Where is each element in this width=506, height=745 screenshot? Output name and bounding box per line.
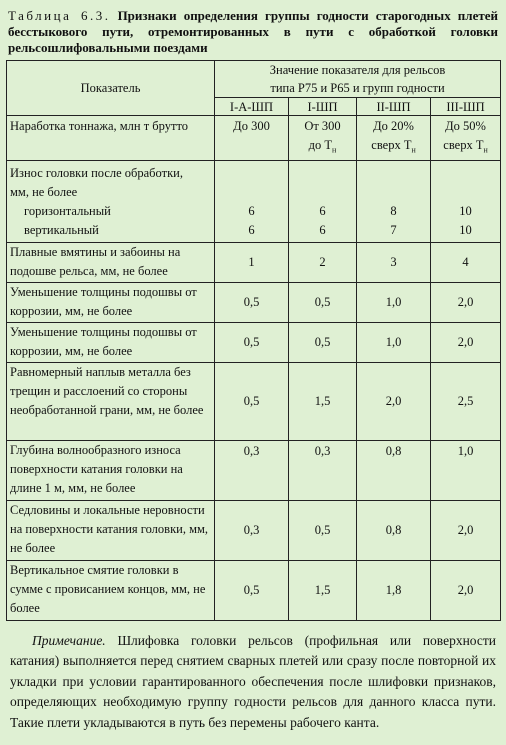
cell-text: сверх Т — [371, 138, 412, 152]
cell: 2 — [289, 242, 357, 282]
table-row — [7, 500, 501, 560]
cell: 2,0 — [357, 362, 431, 440]
cell: 0,3 — [215, 500, 289, 560]
cell — [357, 116, 431, 161]
header-group-line1: Значение показателя для рельсов — [269, 63, 446, 77]
table-row — [7, 362, 501, 440]
cell: 1,5 — [289, 560, 357, 620]
cell-subscript: н — [483, 145, 488, 155]
row-name: Уменьшение толщины подошвы от коррозии, мм, не более — [7, 282, 215, 322]
cell-value: 10 — [459, 203, 472, 218]
cell: До 300 — [215, 116, 289, 161]
cell: 0,3 — [289, 440, 357, 500]
cell: 2,0 — [431, 560, 501, 620]
header-col-1: I-А-ШП — [215, 98, 289, 116]
header-col-4: III-ШП — [431, 98, 501, 116]
cell — [289, 116, 357, 161]
note-text: Шлифовка головки рельсов (профильная или поверхности катания) выполняется перед снятием сварных плетей или сразу после повторной их укладки при условии гарантированного обеспечения после шлифовки признаков, определяющих необходимую группу годности рельсов для данного класса пути. Такие плети укладываются в путь без перемены рабочего канта. — [10, 632, 497, 730]
cell: 1,0 — [357, 322, 431, 362]
cell — [431, 116, 501, 161]
row-name — [7, 160, 215, 242]
table-row — [7, 116, 501, 161]
cell: 0,3 — [215, 440, 289, 500]
table-number: Таблица 6.3. — [8, 8, 111, 23]
table-note — [10, 631, 496, 734]
table-caption — [8, 8, 498, 56]
row-name-line: Износ головки после обработки, — [10, 165, 183, 180]
table-row — [7, 560, 501, 620]
cell: 1,8 — [357, 560, 431, 620]
cell: 2,0 — [431, 500, 501, 560]
header-col-3: II-ШП — [357, 98, 431, 116]
cell: 2,0 — [431, 282, 501, 322]
cell-line: До 20% — [373, 119, 414, 133]
row-subname-horizontal: горизонтальный — [24, 203, 111, 218]
cell-value: 10 — [459, 222, 472, 237]
cell — [357, 160, 431, 242]
cell: 1,0 — [431, 440, 501, 500]
cell-line: От 300 — [304, 119, 341, 133]
cell — [215, 160, 289, 242]
header-group — [215, 61, 501, 98]
row-subname-vertical: вертикальный — [24, 222, 99, 237]
cell: 0,5 — [289, 282, 357, 322]
row-name-line: мм, не более — [10, 184, 78, 199]
cell-value: 6 — [248, 222, 255, 237]
row-name: Уменьшение толщины подошвы от коррозии, мм, не более — [7, 322, 215, 362]
header-group-line2: типа Р75 и Р65 и групп годности — [270, 81, 445, 95]
row-name: Равномерный наплыв металла без трещин и расслоений со стороны необработанной грани, мм, не более — [7, 362, 215, 440]
note-label: Примечание. — [32, 632, 106, 648]
cell: 0,5 — [289, 322, 357, 362]
criteria-table — [6, 60, 501, 621]
cell-value: 6 — [319, 203, 326, 218]
cell-line: До 50% — [445, 119, 486, 133]
cell — [289, 160, 357, 242]
table-row — [7, 282, 501, 322]
cell: 4 — [431, 242, 501, 282]
cell: 0,5 — [215, 560, 289, 620]
row-name: Наработка тоннажа, млн т брутто — [7, 116, 215, 161]
cell-line — [292, 136, 353, 160]
cell: 1,0 — [357, 282, 431, 322]
header-row — [7, 61, 501, 98]
row-name: Седловины и локальные неровности на поверхности катания головки, мм, не более — [7, 500, 215, 560]
cell: 0,8 — [357, 440, 431, 500]
row-name: Вертикальное смятие головки в сумме с провисанием концов, мм, не более — [7, 560, 215, 620]
cell: 0,5 — [289, 500, 357, 560]
cell: 3 — [357, 242, 431, 282]
cell: 0,5 — [215, 362, 289, 440]
cell-text: сверх Т — [443, 138, 484, 152]
cell: 2,5 — [431, 362, 501, 440]
table-row — [7, 242, 501, 282]
cell: 1,5 — [289, 362, 357, 440]
table-row — [7, 322, 501, 362]
cell: 0,5 — [215, 282, 289, 322]
header-param: Показатель — [7, 61, 215, 116]
table-row — [7, 160, 501, 242]
row-name: Глубина волнообразного износа поверхности катания головки на длине 1 м, мм, не более — [7, 440, 215, 500]
cell-value: 8 — [390, 203, 397, 218]
cell — [431, 160, 501, 242]
cell-value: 6 — [248, 203, 255, 218]
header-col-2: I-ШП — [289, 98, 357, 116]
cell: 0,5 — [215, 322, 289, 362]
cell-subscript: н — [411, 145, 416, 155]
cell-subscript: н — [332, 145, 337, 155]
cell-text: до Т — [308, 138, 333, 152]
row-name: Плавные вмятины и забоины на подошве рельса, мм, не более — [7, 242, 215, 282]
cell: 1 — [215, 242, 289, 282]
cell-line — [434, 136, 497, 160]
cell: 2,0 — [431, 322, 501, 362]
table-title: Признаки определения группы годности старогодных плетей бесстыкового пути, отремонтированных в пути с обработкой головки рельсошлифовальными поездами — [8, 8, 498, 55]
table-row — [7, 440, 501, 500]
cell-line — [360, 136, 427, 160]
cell-value: 6 — [319, 222, 326, 237]
cell-value: 7 — [390, 222, 397, 237]
cell: 0,8 — [357, 500, 431, 560]
